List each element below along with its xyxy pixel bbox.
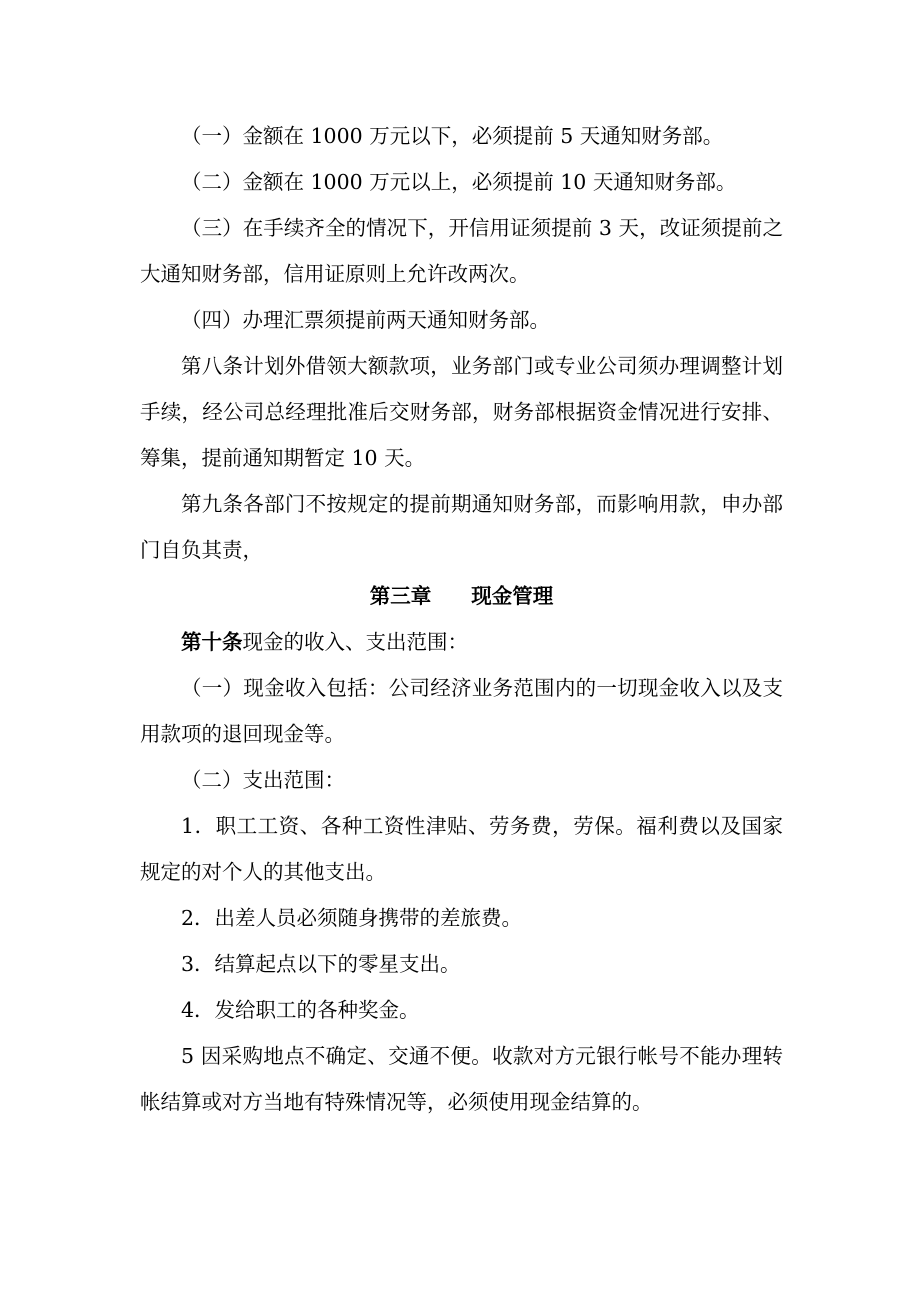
- paragraph-amount-below-1000: （一）金额在 1000 万元以下，必须提前 5 天通知财务部。: [181, 124, 724, 148]
- article-10-label: 第十条: [181, 630, 243, 654]
- paragraph-item-1: 1．职工工资、各种工资性津贴、劳务费，劳保。福利费以及国家规定的对个人的其他支出。: [140, 814, 783, 884]
- paragraph-article-8: 第八条计划外借领大额款项，业务部门或专业公司须办理调整计划手续，经公司总经理批准后交财务部，财务部根据资金情况进行安排、筹集，提前通知期暂定 10 天。: [140, 354, 783, 470]
- paragraph-cash-income: （一）现金收入包括：公司经济业务范围内的一切现金收入以及支用款项的退回现金等。: [140, 676, 783, 746]
- chapter-number: 第三章: [369, 584, 432, 608]
- chapter-heading: [140, 573, 783, 619]
- paragraph-item-4: 4．发给职工的各种奖金。: [181, 998, 420, 1022]
- paragraph-letter-of-credit: （三）在手续齐全的情况下，开信用证须提前 3 天，改证须提前之大通知财务部，信用证原则上允许改两次。: [140, 216, 783, 286]
- chapter-title: 现金管理: [471, 584, 554, 608]
- paragraph-item-3: 3．结算起点以下的零星支出。: [181, 952, 461, 976]
- paragraph-article-9: 第九条各部门不按规定的提前期通知财务部，而影响用款，申办部门自负其责，: [140, 492, 783, 562]
- paragraph-item-2: 2．出差人员必须随身携带的差旅费。: [181, 906, 523, 930]
- article-10-text: 现金的收入、支出范围：: [242, 630, 468, 654]
- paragraph-draft: （四）办理汇票须提前两天通知财务部。: [181, 308, 550, 332]
- paragraph-amount-above-1000: （二）金额在 1000 万元以上，必须提前 10 天通知财务部。: [181, 170, 737, 194]
- paragraph-article-10: [140, 619, 783, 665]
- paragraph-item-5: 5 因采购地点不确定、交通不便。收款对方元银行帐号不能办理转帐结算或对方当地有特殊情况等，必须使用现金结算的。: [140, 1044, 783, 1114]
- paragraph-expense-scope: （二）支出范围：: [181, 768, 345, 792]
